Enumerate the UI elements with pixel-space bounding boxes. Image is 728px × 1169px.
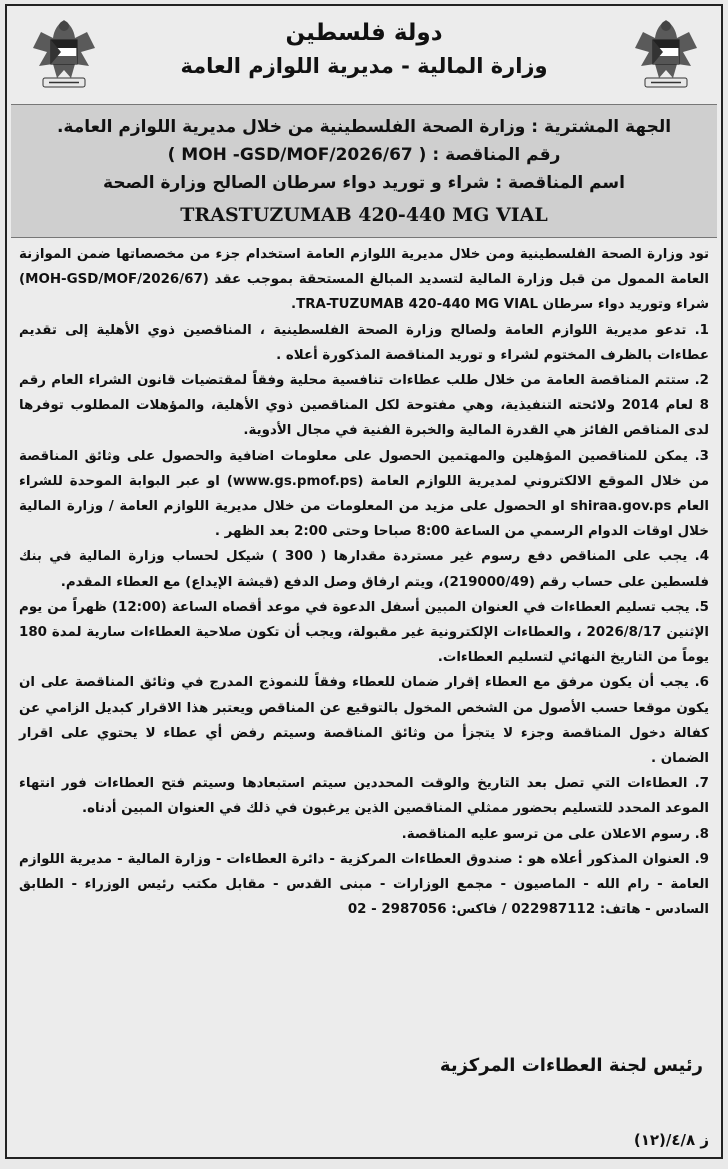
clause-6: 6. يجب أن يكون مرفق مع العطاء إقرار ضمان للعطاء وفقاً للنموذج المدرج في وثائق المناقصة على ان يكون موقعا حسب الأصول من الشخص المخول بالتوقيع عن المناقص ويعتبر هذا الاقرار كبديل الزامي عن كفالة دخول المناقصة وجزء لا يتجزأ من وثائق المناقصة وسيتم رفض أي عطاء لا يحتوي على اقرار الضمان .	[19, 675, 709, 767]
state-title: دولة فلسطين	[285, 20, 443, 46]
notice-body	[7, 238, 721, 922]
header	[7, 6, 721, 104]
clause-7: 7. العطاءات التي تصل بعد التاريخ والوقت المحددين سيتم استبعادها وسيتم فتح العطاءات فور انتهاء الموعد المحدد للتسليم بحضور ممثلي المناقصين الذين يرغبون في ذلك في العنوان المبين أدناه.	[19, 776, 709, 817]
clause-2: 2. ستتم المناقصة العامة من خلال طلب عطاءات تنافسية محلية وفقاً لمقتضيات قانون الشراء العام رقم 8 لعام 2014 ولائحته التنفيذية، وهي مفتوحة لكل المناقصين ذوي الأهلية، والمؤهلات المطلوب توفرها لدى المناقص الفائز هي القدرة المالية والخبرة الفنية في مجال الأدوية.	[19, 373, 709, 439]
clause-5: 5. يجب تسليم العطاءات في العنوان المبين أسفل الدعوة في موعد أقصاه الساعة (12:00) ظهراً من يوم الإثنين 2026/8/17 ، والعطاءات الإلكترونية غير مقبولة، ويجب أن تكون صلاحية العطاءات سارية لمدة 180 يوماً من التاريخ النهائي لتسليم العطاءات.	[19, 599, 710, 666]
tender-info-box	[11, 104, 717, 238]
clause-4: 4. يجب على المناقص دفع رسوم غير مستردة مقدارها ( 300 ) شيكل لحساب وزارة المالية في بنك فلسطين على حساب رقم (219000/49)، ويتم ارفاق وصل الدفع (قيشة الإيداع) مع العطاء المقدم.	[19, 549, 710, 590]
clause-9: 9. العنوان المذكور أعلاه هو : صندوق العطاءات المركزية - دائرة العطاءات - وزارة المالية - مديرية اللوازم العامة - رام الله - الماصيون - مجمع الوزارات - مبنى القدس - مقابل مكتب رئيس الوزراء - الطابق السادس - هاتف: 022987112 / فاكس: 2987056 - 02	[19, 851, 709, 918]
clause-8: 8. رسوم الاعلان على من ترسو عليه المناقصة.	[401, 826, 709, 842]
palestine-emblem-icon	[629, 14, 703, 94]
tender-number-line: رقم المناقصة : ( MOH -GSD/MOF/2026/67 )	[167, 145, 561, 165]
reference-number: ز ٤/٨/(١٢)	[633, 1131, 709, 1149]
clause-3: 3. يمكن للمناقصين المؤهلين والمهتمين الحصول على معلومات اضافية والحصول على وثائق المناقصة من خلال الموقع الالكتروني لمديرية اللوازم العامة (www.gs.pmof.ps) او عبر البوابة الموحدة للشراء العام shiraa.gov.ps او الحصول على مزيد من المعلومات من خلال مديرية اللوازم العامة / وزارة المالية خلال اوقات الدوام الرسمي من الساعة 8:00 صباحا وحتى 2:00 بعد الظهر .	[19, 448, 710, 540]
signature-title: رئيس لجنة العطاءات المركزية	[439, 1055, 703, 1076]
palestine-emblem-icon	[27, 14, 101, 94]
product-name: TRASTUZUMAB 420-440 MG VIAL	[180, 204, 548, 226]
header-titles	[117, 18, 611, 84]
tender-notice	[5, 4, 723, 1159]
intro-paragraph: تود وزارة الصحة الفلسطينية ومن خلال مديرية اللوازم العامة استخدام جزء من مخصصاتها ضمن الموازنة العامة الممول من قبل وزارة المالية لتسديد المبالغ المستحقة بموجب عقد (MOH-GSD/MOF/2026/67) شراء وتوريد دواء سرطان TRA-TUZUMAB 420-440 MG VIAL.	[19, 247, 709, 313]
clause-1: 1. تدعو مديرية اللوازم العامة ولصالح وزارة الصحة الفلسطينية ، المناقصين ذوي الأهلية إلى تقديم عطاءات بالظرف المختوم لشراء و توريد المناقصة المذكورة أعلاه .	[19, 322, 709, 363]
footer	[7, 1045, 721, 1157]
ministry-title: وزارة المالية - مديرية اللوازم العامة	[180, 54, 548, 78]
buyer-line: الجهة المشترية : وزارة الصحة الفلسطينية من خلال مديرية اللوازم العامة.	[56, 117, 672, 137]
tender-name-line: اسم المناقصة : شراء و توريد دواء سرطان الصالح وزارة الصحة	[103, 173, 625, 193]
